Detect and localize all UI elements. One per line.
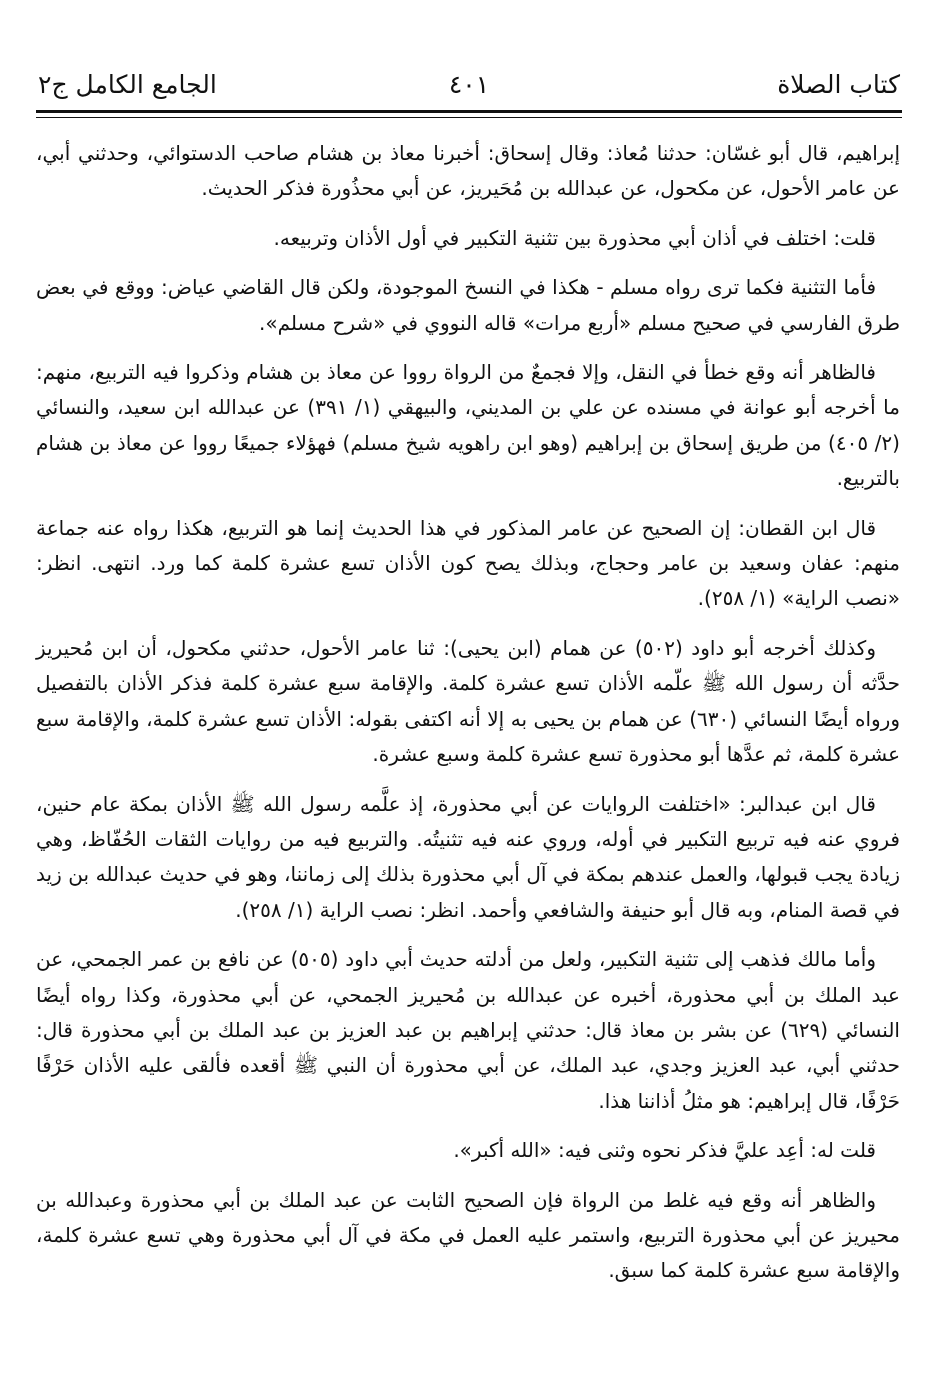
paragraph: قال ابن القطان: إن الصحيح عن عامر المذكور في هذا الحديث إنما هو التربيع، هكذا رواه عنه جماعة منهم: عفان وسعيد بن عامر وحجاج، وبذلك يصح كون الأذان تسع عشرة كلمة كما ورد. انتهى. انظر: «نصب الراية» (١/ ٢٥٨). (36, 515, 900, 611)
header-rule-thick (36, 110, 902, 113)
body-text (36, 136, 900, 1303)
page-number: ٤٠١ (448, 70, 490, 99)
paragraph: قلت: اختلف في أذان أبي محذورة بين تثنية التكبير في أول الأذان وتربيعه. (273, 225, 876, 250)
paragraph: والظاهر أنه وقع فيه غلط من الرواة فإن الصحيح الثابت عن عبد الملك بن أبي محذورة وعبدالله بن محيريز عن أبي محذورة التربيع، واستمر عليه العمل في مكة في آل أبي محذورة وهي تسع عشرة كلمة، والإقامة سبع عشرة كلمة كما سبق. (36, 1187, 900, 1283)
paragraph: وأما مالك فذهب إلى تثنية التكبير، ولعل من أدلته حديث أبي داود (٥٠٥) عن نافع بن عمر الجمحي، عن عبد الملك بن أبي محذورة، أخبره عن عبدالله بن مُحيريز الجمحي، عن أبي محذورة، وكذا رواه أيضًا النسائي (٦٢٩) عن بشر بن معاذ قال: حدثني إبراهيم بن عبد العزيز بن عبد الملك بن أبي محذورة قال: حدثني أبي، عبد العزيز وجدي، عبد الملك، عن أبي محذورة أن النبي ﷺ أقعده فألقى عليه الأذان حَرْفًا حَرْفًا، قال إبراهيم: هو مثلُ أذاننا هذا. (36, 947, 900, 1113)
paragraph: إبراهيم، قال أبو غسّان: حدثنا مُعاذ: وقال إسحاق: أخبرنا معاذ بن هشام صاحب الدستوائي، وحدثني أبي، عن عامر الأحول، عن مكحول، عن عبدالله بن مُحَيريز، عن أبي محذُورة فذكر الحديث. (36, 141, 900, 201)
page-header (36, 60, 902, 106)
paragraph: فالظاهر أنه وقع خطأ في النقل، وإلا فجمعٌ من الرواة رووا عن معاذ بن هشام وذكروا فيه التربيع، منهم: ما أخرجه أبو عوانة في مسنده عن علي بن المديني، والبيهقي (١/ ٣٩١) عن عبدالله ابن سعيد، والنسائي (٢/ ٤٠٥) من طريق إسحاق بن إبراهيم (وهو ابن راهويه شيخ مسلم) فهؤلاء جميعًا رووا عن معاذ بن هشام بالتربيع. (36, 360, 900, 491)
running-head-title: الجامع الكامل ج٢ (38, 70, 217, 99)
running-head-section: كتاب الصلاة (777, 70, 900, 99)
paragraph: قال ابن عبدالبر: «اختلفت الروايات عن أبي محذورة، إذ علَّمه رسول الله ﷺ الأذان بمكة عام حنين، فروي عنه فيه تربيع التكبير في أوله، وروي عنه فيه تثنيتُه. والتربيع فيه من روايات الثقات الحُفّاظ، وهي زيادة يجب قبولها، والعمل عندهم بمكة في آل أبي محذورة بذلك إلى زماننا، وهو في حديث عبدالله بن زيد في قصة المنام، وبه قال أبو حنيفة والشافعي وأحمد. انظر: نصب الراية (١/ ٢٥٨). (36, 791, 900, 922)
paragraph: قلت له: أعِد عليَّ فذكر نحوه وثنى فيه: «الله أكبر». (453, 1138, 876, 1163)
header-rule-thin (36, 117, 902, 118)
paragraph: فأما التثنية فكما ترى رواه مسلم - هكذا في النسخ الموجودة، ولكن قال القاضي عياض: ووقع في بعض طرق الفارسي في صحيح مسلم «أربع مرات» قاله النووي في «شرح مسلم». (36, 275, 900, 335)
paragraph: وكذلك أخرجه أبو داود (٥٠٢) عن همام (ابن يحيى): ثنا عامر الأحول، حدثني مكحول، أن ابن مُحيريز حدَّثه أن رسول الله ﷺ علّمه الأذان تسع عشرة كلمة. والإقامة سبع عشرة كلمة فذكر الأذان بالتفصيل ورواه أيضًا النسائي (٦٣٠) عن همام بن يحيى به إلا أنه اكتفى بقوله: الأذان تسع عشرة كلمة، والإقامة سبع عشرة كلمة، ثم عدَّها أبو محذورة تسع عشرة كلمة وسبع عشرة. (36, 635, 901, 767)
